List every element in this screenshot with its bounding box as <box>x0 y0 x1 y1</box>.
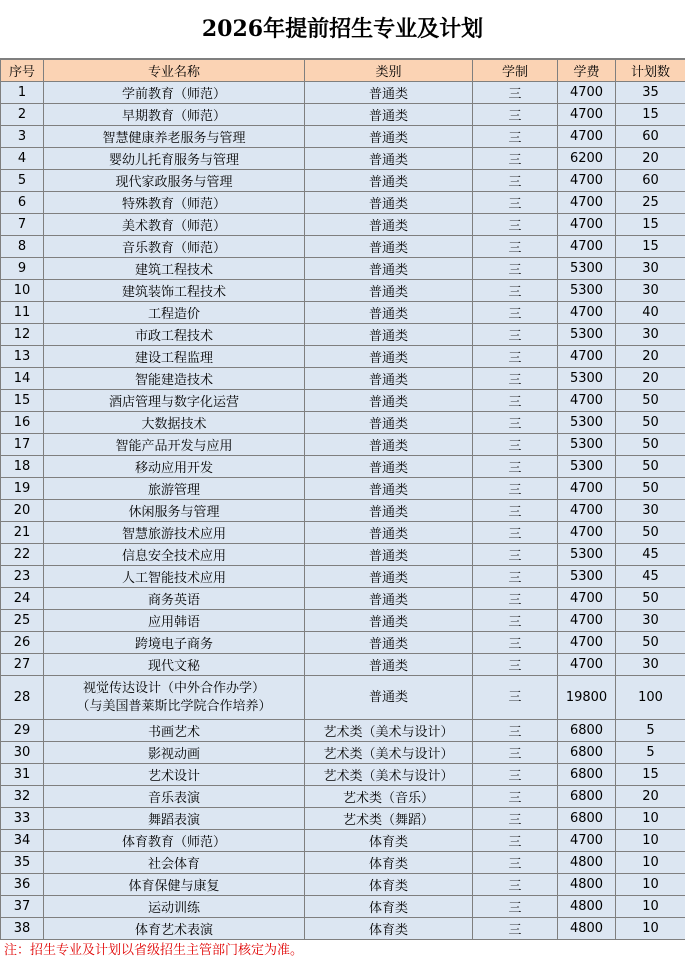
table-row <box>1 170 685 192</box>
cell-duration: 三 <box>473 742 558 764</box>
cell-quota: 45 <box>616 544 685 566</box>
cell-quota: 10 <box>616 896 685 918</box>
cell-index: 28 <box>1 676 44 720</box>
cell-tuition: 4700 <box>558 170 616 192</box>
cell-tuition: 4700 <box>558 588 616 610</box>
cell-tuition: 4700 <box>558 192 616 214</box>
cell-index: 11 <box>1 302 44 324</box>
cell-tuition: 5300 <box>558 434 616 456</box>
table-row <box>1 104 685 126</box>
cell-tuition: 5300 <box>558 456 616 478</box>
cell-major: 婴幼儿托育服务与管理 <box>44 148 305 170</box>
table-row <box>1 412 685 434</box>
cell-duration: 三 <box>473 214 558 236</box>
cell-major: 智慧健康养老服务与管理 <box>44 126 305 148</box>
header-tuition: 学费 <box>558 60 616 82</box>
table-row <box>1 874 685 896</box>
cell-major: 建筑工程技术 <box>44 258 305 280</box>
table-row <box>1 148 685 170</box>
cell-quota: 50 <box>616 456 685 478</box>
cell-major: 跨境电子商务 <box>44 632 305 654</box>
cell-quota: 50 <box>616 434 685 456</box>
enrollment-table <box>0 59 685 940</box>
cell-tuition: 4700 <box>558 610 616 632</box>
cell-quota: 25 <box>616 192 685 214</box>
cell-duration: 三 <box>473 148 558 170</box>
cell-tuition: 4700 <box>558 522 616 544</box>
cell-tuition: 4700 <box>558 830 616 852</box>
table-row <box>1 896 685 918</box>
cell-category: 普通类 <box>305 478 473 500</box>
cell-duration: 三 <box>473 676 558 720</box>
cell-index: 5 <box>1 170 44 192</box>
cell-category: 普通类 <box>305 654 473 676</box>
cell-duration: 三 <box>473 434 558 456</box>
cell-category: 体育类 <box>305 918 473 940</box>
cell-quota: 15 <box>616 214 685 236</box>
page-title: 2026年提前招生专业及计划 <box>0 0 685 59</box>
table-row <box>1 500 685 522</box>
cell-major: 体育保健与康复 <box>44 874 305 896</box>
cell-duration: 三 <box>473 566 558 588</box>
cell-duration: 三 <box>473 390 558 412</box>
cell-category: 普通类 <box>305 632 473 654</box>
cell-tuition: 6200 <box>558 148 616 170</box>
cell-tuition: 4700 <box>558 126 616 148</box>
cell-duration: 三 <box>473 632 558 654</box>
cell-tuition: 5300 <box>558 368 616 390</box>
cell-tuition: 4700 <box>558 478 616 500</box>
cell-index: 14 <box>1 368 44 390</box>
cell-quota: 5 <box>616 742 685 764</box>
cell-tuition: 5300 <box>558 566 616 588</box>
cell-index: 35 <box>1 852 44 874</box>
table-header-row <box>1 60 685 82</box>
cell-major: 大数据技术 <box>44 412 305 434</box>
cell-category: 普通类 <box>305 346 473 368</box>
table-row <box>1 302 685 324</box>
cell-index: 20 <box>1 500 44 522</box>
table-row <box>1 544 685 566</box>
table-row <box>1 192 685 214</box>
table-row <box>1 126 685 148</box>
cell-major: 人工智能技术应用 <box>44 566 305 588</box>
header-quota: 计划数 <box>616 60 685 82</box>
cell-major: 体育艺术表演 <box>44 918 305 940</box>
cell-index: 26 <box>1 632 44 654</box>
table-row <box>1 522 685 544</box>
cell-duration: 三 <box>473 104 558 126</box>
cell-quota: 30 <box>616 500 685 522</box>
cell-index: 3 <box>1 126 44 148</box>
table-row <box>1 742 685 764</box>
cell-tuition: 4700 <box>558 346 616 368</box>
cell-index: 37 <box>1 896 44 918</box>
cell-index: 29 <box>1 720 44 742</box>
cell-category: 普通类 <box>305 302 473 324</box>
cell-tuition: 6800 <box>558 786 616 808</box>
table-row <box>1 720 685 742</box>
table-row <box>1 280 685 302</box>
cell-tuition: 4800 <box>558 918 616 940</box>
cell-major: 音乐教育（师范） <box>44 236 305 258</box>
cell-major: 智能产品开发与应用 <box>44 434 305 456</box>
cell-duration: 三 <box>473 478 558 500</box>
cell-index: 4 <box>1 148 44 170</box>
cell-major: 移动应用开发 <box>44 456 305 478</box>
cell-major: 市政工程技术 <box>44 324 305 346</box>
cell-major: 运动训练 <box>44 896 305 918</box>
cell-category: 普通类 <box>305 412 473 434</box>
cell-duration: 三 <box>473 500 558 522</box>
cell-quota: 20 <box>616 346 685 368</box>
cell-category: 普通类 <box>305 390 473 412</box>
table-row <box>1 390 685 412</box>
cell-index: 27 <box>1 654 44 676</box>
table-row <box>1 610 685 632</box>
cell-major: 建筑装饰工程技术 <box>44 280 305 302</box>
cell-duration: 三 <box>473 852 558 874</box>
cell-major: 智能建造技术 <box>44 368 305 390</box>
header-index: 序号 <box>1 60 44 82</box>
cell-major: 建设工程监理 <box>44 346 305 368</box>
cell-quota: 30 <box>616 258 685 280</box>
cell-tuition: 4700 <box>558 632 616 654</box>
cell-index: 12 <box>1 324 44 346</box>
cell-quota: 10 <box>616 830 685 852</box>
cell-index: 7 <box>1 214 44 236</box>
cell-major: 体育教育（师范） <box>44 830 305 852</box>
cell-major: 音乐表演 <box>44 786 305 808</box>
cell-duration: 三 <box>473 258 558 280</box>
cell-index: 17 <box>1 434 44 456</box>
cell-duration: 三 <box>473 830 558 852</box>
cell-tuition: 6800 <box>558 808 616 830</box>
cell-category: 艺术类（美术与设计） <box>305 742 473 764</box>
cell-duration: 三 <box>473 720 558 742</box>
cell-major: 应用韩语 <box>44 610 305 632</box>
table-row <box>1 258 685 280</box>
table-row <box>1 324 685 346</box>
cell-tuition: 4700 <box>558 654 616 676</box>
cell-major: 酒店管理与数字化运营 <box>44 390 305 412</box>
cell-duration: 三 <box>473 82 558 104</box>
cell-quota: 45 <box>616 566 685 588</box>
cell-tuition: 5300 <box>558 412 616 434</box>
cell-quota: 40 <box>616 302 685 324</box>
table-row <box>1 588 685 610</box>
cell-duration: 三 <box>473 896 558 918</box>
cell-tuition: 4700 <box>558 302 616 324</box>
cell-duration: 三 <box>473 544 558 566</box>
cell-tuition: 5300 <box>558 280 616 302</box>
cell-tuition: 6800 <box>558 742 616 764</box>
cell-index: 9 <box>1 258 44 280</box>
cell-duration: 三 <box>473 456 558 478</box>
cell-category: 普通类 <box>305 258 473 280</box>
cell-tuition: 4700 <box>558 390 616 412</box>
table-row <box>1 654 685 676</box>
cell-tuition: 4700 <box>558 104 616 126</box>
cell-index: 33 <box>1 808 44 830</box>
cell-index: 21 <box>1 522 44 544</box>
cell-major: 商务英语 <box>44 588 305 610</box>
cell-major: 视觉传达设计（中外合作办学） （与美国普莱斯比学院合作培养） <box>44 676 305 720</box>
cell-index: 34 <box>1 830 44 852</box>
cell-category: 普通类 <box>305 676 473 720</box>
header-major: 专业名称 <box>44 60 305 82</box>
cell-duration: 三 <box>473 764 558 786</box>
cell-index: 25 <box>1 610 44 632</box>
cell-major: 学前教育（师范） <box>44 82 305 104</box>
table-row <box>1 632 685 654</box>
cell-category: 体育类 <box>305 852 473 874</box>
cell-tuition: 5300 <box>558 544 616 566</box>
table-row <box>1 214 685 236</box>
cell-index: 24 <box>1 588 44 610</box>
cell-major: 休闲服务与管理 <box>44 500 305 522</box>
cell-major: 智慧旅游技术应用 <box>44 522 305 544</box>
cell-index: 18 <box>1 456 44 478</box>
cell-index: 2 <box>1 104 44 126</box>
cell-category: 普通类 <box>305 170 473 192</box>
table-row <box>1 830 685 852</box>
cell-duration: 三 <box>473 302 558 324</box>
cell-category: 普通类 <box>305 610 473 632</box>
cell-category: 普通类 <box>305 214 473 236</box>
cell-category: 体育类 <box>305 874 473 896</box>
cell-index: 32 <box>1 786 44 808</box>
cell-quota: 50 <box>616 632 685 654</box>
cell-quota: 100 <box>616 676 685 720</box>
cell-category: 艺术类（美术与设计） <box>305 764 473 786</box>
cell-duration: 三 <box>473 346 558 368</box>
cell-category: 普通类 <box>305 456 473 478</box>
cell-duration: 三 <box>473 170 558 192</box>
cell-tuition: 6800 <box>558 720 616 742</box>
cell-major: 书画艺术 <box>44 720 305 742</box>
cell-index: 23 <box>1 566 44 588</box>
cell-quota: 35 <box>616 82 685 104</box>
cell-category: 普通类 <box>305 324 473 346</box>
table-row <box>1 764 685 786</box>
cell-index: 19 <box>1 478 44 500</box>
cell-category: 普通类 <box>305 368 473 390</box>
cell-quota: 15 <box>616 104 685 126</box>
cell-quota: 50 <box>616 390 685 412</box>
cell-category: 普通类 <box>305 126 473 148</box>
cell-tuition: 4700 <box>558 500 616 522</box>
cell-index: 8 <box>1 236 44 258</box>
cell-quota: 30 <box>616 280 685 302</box>
cell-major: 美术教育（师范） <box>44 214 305 236</box>
cell-category: 普通类 <box>305 148 473 170</box>
table-row <box>1 808 685 830</box>
table-row <box>1 456 685 478</box>
cell-index: 31 <box>1 764 44 786</box>
table-row <box>1 566 685 588</box>
cell-index: 13 <box>1 346 44 368</box>
cell-major: 工程造价 <box>44 302 305 324</box>
table-row <box>1 236 685 258</box>
cell-quota: 15 <box>616 236 685 258</box>
cell-tuition: 4800 <box>558 852 616 874</box>
cell-tuition: 19800 <box>558 676 616 720</box>
table-row <box>1 918 685 940</box>
cell-duration: 三 <box>473 610 558 632</box>
cell-quota: 60 <box>616 126 685 148</box>
cell-major: 社会体育 <box>44 852 305 874</box>
cell-duration: 三 <box>473 368 558 390</box>
cell-category: 体育类 <box>305 830 473 852</box>
cell-quota: 20 <box>616 148 685 170</box>
cell-major: 早期教育（师范） <box>44 104 305 126</box>
cell-tuition: 4700 <box>558 82 616 104</box>
cell-quota: 10 <box>616 874 685 896</box>
cell-duration: 三 <box>473 522 558 544</box>
cell-index: 1 <box>1 82 44 104</box>
cell-index: 6 <box>1 192 44 214</box>
cell-duration: 三 <box>473 654 558 676</box>
header-category: 类别 <box>305 60 473 82</box>
cell-tuition: 4800 <box>558 874 616 896</box>
cell-quota: 10 <box>616 852 685 874</box>
cell-category: 普通类 <box>305 588 473 610</box>
cell-major: 旅游管理 <box>44 478 305 500</box>
cell-index: 10 <box>1 280 44 302</box>
cell-index: 15 <box>1 390 44 412</box>
cell-duration: 三 <box>473 192 558 214</box>
cell-duration: 三 <box>473 786 558 808</box>
cell-category: 普通类 <box>305 566 473 588</box>
cell-duration: 三 <box>473 236 558 258</box>
cell-quota: 50 <box>616 588 685 610</box>
cell-quota: 15 <box>616 764 685 786</box>
header-duration: 学制 <box>473 60 558 82</box>
cell-tuition: 4700 <box>558 214 616 236</box>
cell-tuition: 5300 <box>558 324 616 346</box>
cell-quota: 5 <box>616 720 685 742</box>
cell-quota: 10 <box>616 808 685 830</box>
table-row <box>1 786 685 808</box>
cell-quota: 10 <box>616 918 685 940</box>
cell-major: 舞蹈表演 <box>44 808 305 830</box>
cell-category: 体育类 <box>305 896 473 918</box>
cell-major: 特殊教育（师范） <box>44 192 305 214</box>
cell-duration: 三 <box>473 588 558 610</box>
cell-quota: 20 <box>616 368 685 390</box>
cell-category: 普通类 <box>305 522 473 544</box>
table-row <box>1 346 685 368</box>
cell-quota: 50 <box>616 522 685 544</box>
cell-category: 普通类 <box>305 500 473 522</box>
cell-category: 艺术类（美术与设计） <box>305 720 473 742</box>
cell-quota: 30 <box>616 610 685 632</box>
cell-quota: 30 <box>616 654 685 676</box>
cell-quota: 20 <box>616 786 685 808</box>
cell-duration: 三 <box>473 280 558 302</box>
cell-duration: 三 <box>473 808 558 830</box>
cell-index: 16 <box>1 412 44 434</box>
cell-major: 信息安全技术应用 <box>44 544 305 566</box>
cell-quota: 30 <box>616 324 685 346</box>
cell-category: 普通类 <box>305 82 473 104</box>
table-row <box>1 434 685 456</box>
cell-duration: 三 <box>473 918 558 940</box>
cell-duration: 三 <box>473 126 558 148</box>
table-row <box>1 676 685 720</box>
cell-index: 36 <box>1 874 44 896</box>
cell-major: 影视动画 <box>44 742 305 764</box>
table-row <box>1 82 685 104</box>
cell-duration: 三 <box>473 874 558 896</box>
cell-tuition: 6800 <box>558 764 616 786</box>
cell-category: 艺术类（舞蹈） <box>305 808 473 830</box>
cell-tuition: 4700 <box>558 236 616 258</box>
table-row <box>1 852 685 874</box>
cell-category: 普通类 <box>305 104 473 126</box>
cell-quota: 60 <box>616 170 685 192</box>
cell-category: 普通类 <box>305 236 473 258</box>
cell-quota: 50 <box>616 478 685 500</box>
cell-tuition: 4800 <box>558 896 616 918</box>
cell-tuition: 5300 <box>558 258 616 280</box>
cell-category: 艺术类（音乐） <box>305 786 473 808</box>
cell-major: 现代家政服务与管理 <box>44 170 305 192</box>
cell-duration: 三 <box>473 412 558 434</box>
cell-category: 普通类 <box>305 192 473 214</box>
cell-category: 普通类 <box>305 280 473 302</box>
cell-index: 22 <box>1 544 44 566</box>
cell-quota: 50 <box>616 412 685 434</box>
table-row <box>1 478 685 500</box>
cell-major: 现代文秘 <box>44 654 305 676</box>
cell-index: 38 <box>1 918 44 940</box>
cell-duration: 三 <box>473 324 558 346</box>
footnote: 注：招生专业及计划以省级招生主管部门核定为准。 <box>4 943 304 958</box>
cell-category: 普通类 <box>305 434 473 456</box>
cell-index: 30 <box>1 742 44 764</box>
cell-major: 艺术设计 <box>44 764 305 786</box>
cell-category: 普通类 <box>305 544 473 566</box>
table-row <box>1 368 685 390</box>
